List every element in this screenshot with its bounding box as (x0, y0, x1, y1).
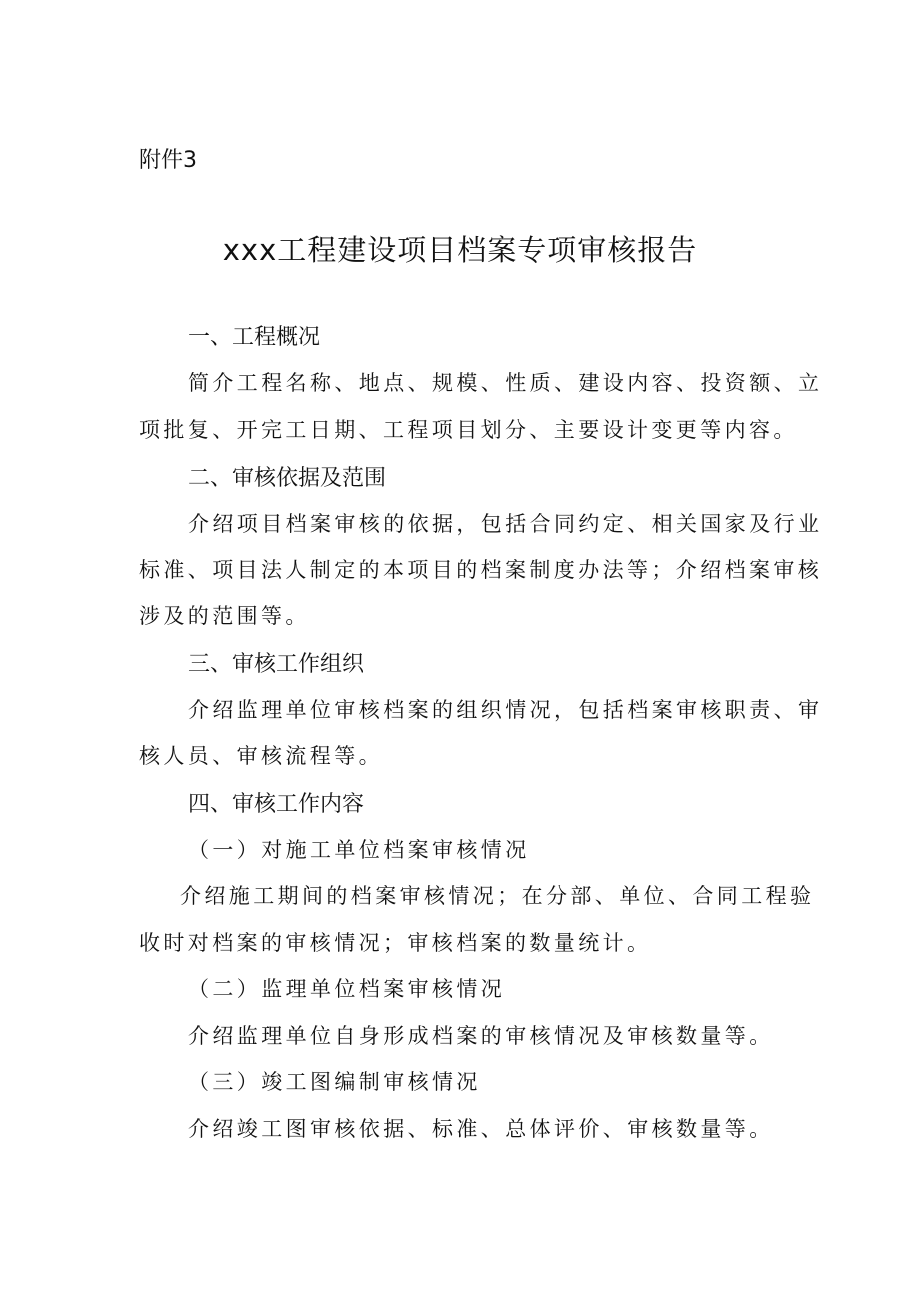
section-3-line-1: 介绍监理单位审核档案的组织情况，包括档案审核职责、审 (188, 698, 823, 722)
section-heading-1: 一、工程概况 (188, 325, 321, 350)
subsection-title-1: （一）对施工单位档案审核情况 (188, 838, 530, 862)
section-2-line-2: 标准、项目法人制定的本项目的档案制度办法等；介绍档案审核 (139, 558, 823, 582)
section-heading-3: 三、审核工作组织 (188, 652, 365, 677)
section-2-line-1: 介绍项目档案审核的依据，包括合同约定、相关国家及行业 (188, 512, 823, 536)
attachment-label: 附件3 (139, 148, 197, 173)
section-1-line-1: 简介工程名称、地点、规模、性质、建设内容、投资额、立 (188, 371, 823, 395)
section-heading-4: 四、审核工作内容 (188, 792, 365, 817)
subsection-title-3: （三）竣工图编制审核情况 (188, 1070, 481, 1094)
section-2-line-3: 涉及的范围等。 (139, 604, 310, 628)
section-3-line-2: 核人员、审核流程等。 (139, 744, 383, 768)
subsection-1-line-2: 收时对档案的审核情况；审核档案的数量统计。 (139, 931, 652, 955)
subsection-3-line-1: 介绍竣工图审核依据、标准、总体评价、审核数量等。 (188, 1117, 774, 1141)
subsection-2-line-1: 介绍监理单位自身形成档案的审核情况及审核数量等。 (188, 1024, 774, 1048)
section-1-line-2: 项批复、开完工日期、工程项目划分、主要设计变更等内容。 (139, 418, 798, 442)
subsection-1-line-1: 介绍施工期间的档案审核情况；在分部、单位、合同工程验 (180, 884, 815, 908)
section-heading-2: 二、审核依据及范围 (188, 466, 387, 491)
document-title: xxx工程建设项目档案专项审核报告 (222, 233, 698, 267)
subsection-title-2: （二）监理单位档案审核情况 (188, 977, 506, 1001)
